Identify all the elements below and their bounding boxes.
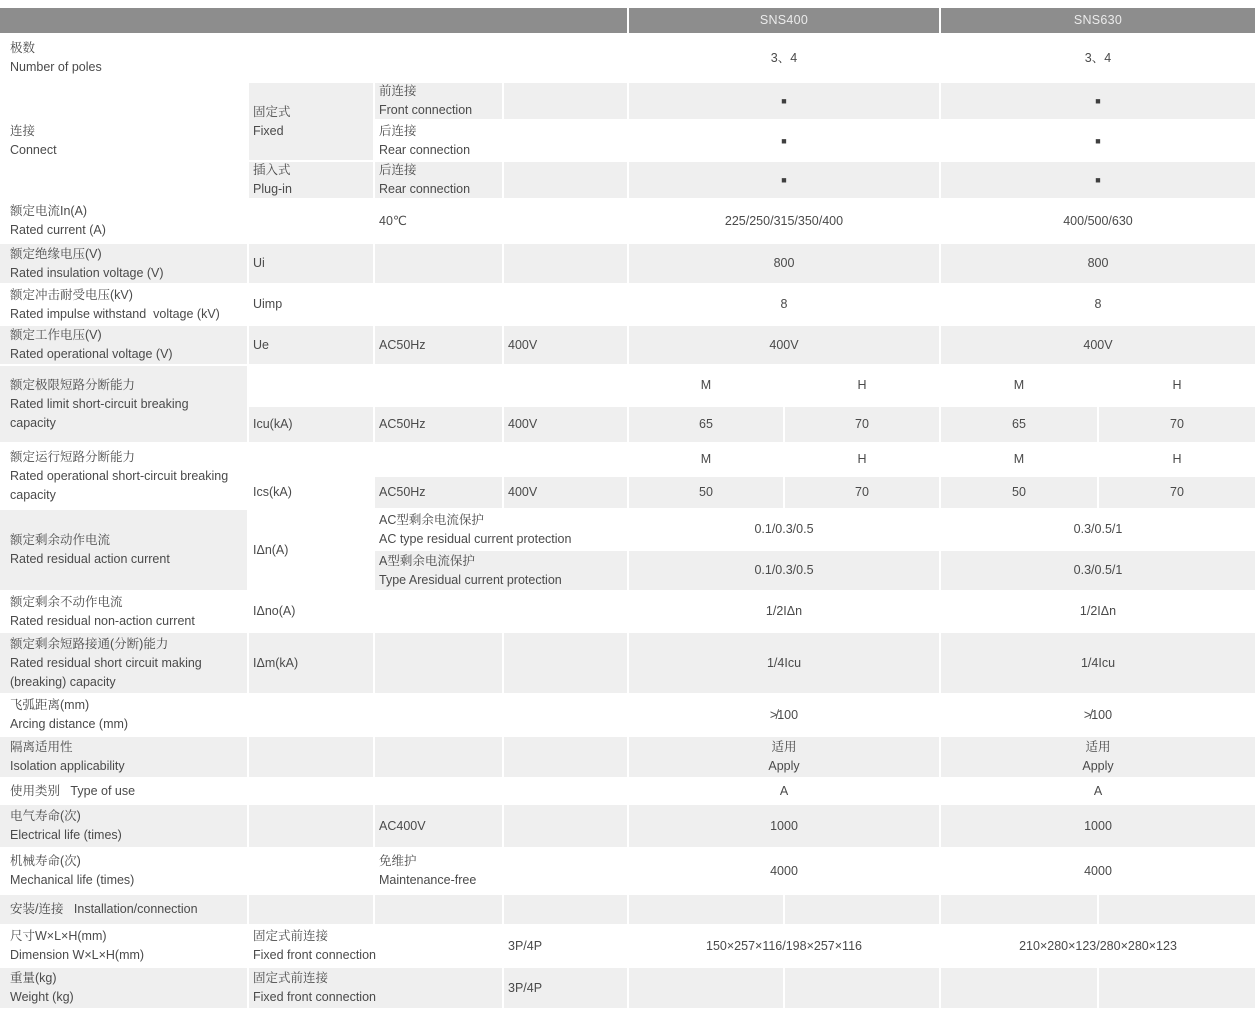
operational-voltage-symbol-line-1: Ue [253,337,269,352]
connect-plugin-rear-label-line-1: 后连接 [379,163,417,177]
dimension-connection [249,926,502,966]
isolation-sns400-line-1: 适用 [771,740,797,754]
residual-action-label [0,510,247,590]
filled-square-icon: ■ [1095,96,1101,106]
limit-breaking-label [0,366,247,442]
rated-current-label-line-1: 额定电流In(A) [10,204,88,218]
isolation-label [0,737,247,777]
insulation-voltage-symbol-line-1: Ui [253,256,265,270]
dimension-sns630 [941,926,1255,966]
impulse-voltage-sns400-line-1: 8 [780,297,788,311]
rated-current-sns400-line-1: 225/250/315/350/400 [724,213,844,228]
oper-breaking-m-sns400 [629,444,783,475]
header-col-sns400 [629,8,939,33]
spec-sheet [0,8,1255,1008]
residual-making-label-line-3: (breaking) capacity [10,674,116,689]
connect-fixed-label-line-2: Fixed [253,123,284,138]
connect-plugin-label-line-1: 插入式 [253,163,291,177]
residual-a-sns630 [941,551,1255,590]
limit-breaking-h-sns630 [1099,366,1255,405]
type-of-use-label-line-1: 使用类别 Type of use [10,783,136,798]
oper-breaking-freq [375,477,502,508]
impulse-voltage-label-line-2: Rated impulse withstand voltage (kV) [10,306,220,321]
electrical-life-label-line-2: Electrical life (times) [10,828,122,842]
rated-current-label [0,200,247,242]
mechanical-life-cond [375,849,502,893]
insulation-voltage-fill-2 [504,244,627,283]
oper-breaking-symbol-line-1: Ics(kA) [253,485,292,499]
insulation-voltage-label [0,244,247,283]
isolation-fill-3 [504,737,627,777]
connect-front-sns400 [629,83,939,119]
residual-making-label-line-1: 额定剩余短路接通(分断)能力 [10,636,169,651]
oper-breaking-m-val-630-line-1: 50 [1012,485,1026,499]
electrical-life-sns630 [941,805,1255,847]
weight-fill-1 [629,968,783,1008]
connect-label-line-2: Connect [10,142,57,157]
residual-ac-type-label-line-1: AC型剩余电流保护 [379,512,484,527]
operational-voltage-freq [375,326,502,364]
impulse-voltage-sns400 [629,285,939,324]
weight-connection [249,968,502,1008]
installation-fill-4 [629,895,783,924]
dimension-sns400-line-1: 150×257×116/198×257×116 [706,938,862,953]
connect-front-label-line-2: Front connection [379,103,473,117]
residual-nonaction-label [0,592,247,631]
connect-label-line-1: 连接 [10,123,36,138]
arcing-distance-sns400-line-1: ≯100 [769,707,799,722]
type-of-use-sns400 [629,779,939,803]
rated-current-sns630-line-1: 400/500/630 [1063,213,1133,228]
type-of-use-sns630 [941,779,1255,803]
operational-voltage-label-line-1: 额定工作电压(V) [10,328,102,342]
oper-breaking-m-sns400-line-1: M [700,452,712,466]
isolation-sns630-line-2: Apply [1082,759,1114,773]
type-of-use-sns400-line-1: A [779,783,789,798]
limit-breaking-m-val-630 [941,407,1097,442]
limit-breaking-symbol [249,407,373,442]
limit-breaking-cond [504,407,627,442]
poles-value-sns400-line-1: 3、4 [770,50,798,65]
connect-fixed-label [249,83,373,160]
residual-a-sns400-line-1: 0.1/0.3/0.5 [754,563,814,577]
weight-label [0,968,247,1008]
limit-breaking-m-sns400-line-1: M [700,378,712,392]
installation-fill-6 [941,895,1097,924]
electrical-life-label-line-1: 电气寿命(次) [10,809,81,823]
connect-plugin-fill [504,162,627,198]
residual-making-fill-2 [504,633,627,693]
oper-breaking-h-sns400 [785,444,939,475]
oper-breaking-h-sns630-line-1: H [1172,452,1182,466]
impulse-voltage-label-line-1: 额定冲击耐受电压(kV) [10,287,133,302]
limit-breaking-m-sns630 [941,366,1097,405]
oper-breaking-h-val-400-line-1: 70 [855,485,869,499]
arcing-distance-label [0,695,247,735]
connect-front-sns630 [941,83,1255,119]
oper-breaking-cond-line-1: 400V [508,485,538,499]
residual-ac-sns630-line-1: 0.3/0.5/1 [1073,522,1123,536]
connect-fixed-label-line-1: 固定式 [253,104,291,119]
residual-a-sns630-line-1: 0.3/0.5/1 [1073,563,1123,577]
residual-making-sns630 [941,633,1255,693]
weight-poles [504,968,627,1008]
oper-breaking-symbol [249,477,373,508]
residual-action-label-line-2: Rated residual action current [10,552,170,566]
impulse-voltage-symbol-line-1: Uimp [253,297,283,311]
oper-breaking-m-sns630-line-1: M [1013,452,1025,466]
residual-ac-sns630 [941,510,1255,549]
limit-breaking-h-val-400 [785,407,939,442]
limit-breaking-h-val-630-line-1: 70 [1170,417,1184,431]
dimension-connection-line-2: Fixed front connection [253,948,376,962]
electrical-life-label [0,805,247,847]
rated-current-condition [375,200,502,242]
filled-square-icon: ■ [781,175,787,185]
connect-label [0,83,247,198]
limit-breaking-freq-line-1: AC50Hz [379,417,426,431]
electrical-life-cond [375,805,502,847]
connect-front-label-line-1: 前连接 [379,84,417,98]
operational-voltage-cond-line-1: 400V [508,337,538,352]
installation-label [0,895,247,924]
connect-rear-label [375,121,502,160]
operational-voltage-sns630-line-1: 400V [1083,337,1113,352]
rated-current-label-line-2: Rated current (A) [10,223,106,237]
operational-voltage-sns630 [941,326,1255,364]
mechanical-life-sns630-line-1: 4000 [1084,863,1112,878]
filled-square-icon: ■ [781,96,787,106]
insulation-voltage-label-line-1: 额定绝缘电压(V) [10,246,102,261]
residual-ac-type-label-line-2: AC type residual current protection [379,531,572,546]
impulse-voltage-symbol [249,285,373,324]
weight-label-line-1: 重量(kg) [10,971,57,985]
dimension-sns400 [629,926,939,966]
insulation-voltage-sns400-line-1: 800 [773,256,795,270]
oper-breaking-freq-line-1: AC50Hz [379,485,426,499]
connect-plugin-rear-label-line-2: Rear connection [379,182,471,196]
limit-breaking-m-val-400-line-1: 65 [699,417,713,431]
limit-breaking-m-sns630-line-1: M [1013,378,1025,392]
residual-making-fill-1 [375,633,502,693]
residual-a-type-label-line-2: Type Aresidual current protection [379,572,562,587]
filled-square-icon: ■ [1095,135,1101,146]
poles-label [0,35,247,81]
installation-label-line-1: 安装/连接 Installation/connection [10,902,198,916]
limit-breaking-label-line-3: capacity [10,415,56,430]
connect-plugin-sns630 [941,162,1255,198]
isolation-sns400-line-2: Apply [768,759,800,773]
limit-breaking-m-val-630-line-1: 65 [1012,417,1026,431]
poles-value-sns630-line-1: 3、4 [1084,50,1112,65]
limit-breaking-m-sns400 [629,366,783,405]
impulse-voltage-sns630 [941,285,1255,324]
connect-plugin-label-line-2: Plug-in [253,182,292,196]
residual-making-symbol-line-1: IΔm(kA) [253,655,299,670]
isolation-label-line-2: Isolation applicability [10,759,125,773]
limit-breaking-h-sns400-line-1: H [857,378,867,392]
residual-ac-sns400-line-1: 0.1/0.3/0.5 [754,522,814,536]
oper-breaking-m-val-630 [941,477,1097,508]
connect-plugin-rear-label [375,162,502,198]
oper-breaking-label-line-1: 额定运行短路分断能力 [10,449,136,464]
arcing-distance-sns400 [629,695,939,735]
isolation-sns630-line-1: 适用 [1085,740,1111,754]
arcing-distance-sns630 [941,695,1255,735]
limit-breaking-m-val-400 [629,407,783,442]
type-of-use-label [0,779,373,803]
insulation-voltage-sns630-line-1: 800 [1087,256,1109,270]
electrical-life-sns630-line-1: 1000 [1084,818,1112,833]
poles-label-line-2: Number of poles [10,60,102,74]
filled-square-icon: ■ [1095,175,1101,185]
limit-breaking-h-sns400 [785,366,939,405]
connect-rear-label-line-1: 后连接 [379,123,417,138]
residual-making-sns400-line-1: 1/4Icu [766,655,802,670]
insulation-voltage-fill-1 [375,244,502,283]
limit-breaking-h-sns630-line-1: H [1172,378,1182,392]
electrical-life-fill-2 [504,805,627,847]
insulation-voltage-sns630 [941,244,1255,283]
connect-rear-sns630 [941,121,1255,160]
residual-a-type-label-line-1: A型剩余电流保护 [379,553,475,568]
mechanical-life-cond-line-1: 免维护 [379,854,417,868]
poles-value-sns400 [629,35,939,81]
impulse-voltage-sns630-line-1: 8 [1094,297,1102,311]
mechanical-life-label [0,849,247,893]
arcing-distance-label-line-1: 飞弧距离(mm) [10,698,90,712]
installation-fill-3 [504,895,627,924]
operational-voltage-symbol [249,326,373,364]
residual-action-label-line-1: 额定剩余动作电流 [10,533,111,547]
weight-poles-line-1: 3P/4P [508,980,543,995]
connect-rear-sns400 [629,121,939,160]
oper-breaking-label-line-2: Rated operational short-circuit breaking [10,468,229,483]
weight-label-line-2: Weight (kg) [10,990,74,1004]
spec-table [0,8,1255,1008]
residual-nonaction-sns630-line-1: 1/2IΔn [1079,604,1117,618]
insulation-voltage-sns400 [629,244,939,283]
residual-making-label-line-2: Rated residual short circuit making [10,655,202,670]
operational-voltage-sns400-line-1: 400V [769,337,799,352]
oper-breaking-h-val-630 [1099,477,1255,508]
oper-breaking-h-val-400 [785,477,939,508]
isolation-label-line-1: 隔离适用性 [10,740,73,754]
residual-a-sns400 [629,551,939,590]
installation-fill-7 [1099,895,1255,924]
mechanical-life-cond-line-2: Maintenance-free [379,873,477,887]
header-col-sns630-line-1: SNS630 [1073,13,1123,27]
limit-breaking-label-line-2: Rated limit short-circuit breaking [10,396,189,411]
oper-breaking-m-sns630 [941,444,1097,475]
operational-voltage-label [0,326,247,364]
insulation-voltage-label-line-2: Rated insulation voltage (V) [10,265,164,280]
residual-action-symbol [249,510,373,590]
isolation-fill-1 [249,737,373,777]
mechanical-life-sns400-line-1: 4000 [770,863,798,878]
oper-breaking-cond [504,477,627,508]
dimension-sns630-line-1: 210×280×123/280×280×123 [1019,938,1177,953]
type-of-use-sns630-line-1: A [1093,783,1103,798]
connect-front-label [375,83,502,119]
dimension-label [0,926,247,966]
residual-nonaction-label-line-2: Rated residual non-action current [10,613,195,628]
rated-current-condition-line-1: 40℃ [379,213,407,228]
residual-ac-sns400 [629,510,939,549]
oper-breaking-m-val-400-line-1: 50 [699,485,713,499]
limit-breaking-cond-line-1: 400V [508,417,538,431]
operational-voltage-cond [504,326,627,364]
residual-nonaction-symbol [249,592,373,631]
dimension-poles-line-1: 3P/4P [508,938,543,953]
mechanical-life-label-line-2: Mechanical life (times) [10,873,135,887]
operational-voltage-label-line-2: Rated operational voltage (V) [10,347,173,361]
mechanical-life-sns630 [941,849,1255,893]
connect-front-fill [504,83,627,119]
electrical-life-cond-line-1: AC400V [379,818,426,833]
connect-plugin-sns400 [629,162,939,198]
oper-breaking-label-line-3: capacity [10,487,56,502]
dimension-connection-line-1: 固定式前连接 [253,929,329,943]
residual-making-sns630-line-1: 1/4Icu [1080,655,1116,670]
operational-voltage-freq-line-1: AC50Hz [379,337,426,352]
limit-breaking-freq [375,407,502,442]
installation-fill-1 [249,895,373,924]
residual-making-label [0,633,247,693]
mechanical-life-sns400 [629,849,939,893]
insulation-voltage-symbol [249,244,373,283]
isolation-sns400 [629,737,939,777]
dimension-label-line-2: Dimension W×L×H(mm) [10,948,145,962]
oper-breaking-h-sns400-line-1: H [857,452,867,466]
weight-connection-line-1: 固定式前连接 [253,971,329,985]
residual-making-sns400 [629,633,939,693]
residual-making-symbol [249,633,373,693]
residual-ac-type-label [375,510,627,549]
header-col-sns400-line-1: SNS400 [759,13,809,27]
connect-plugin-label [249,162,373,198]
poles-label-line-1: 极数 [10,41,36,55]
limit-breaking-symbol-line-1: Icu(kA) [253,417,293,431]
residual-a-type-label [375,551,627,590]
operational-voltage-sns400 [629,326,939,364]
residual-nonaction-symbol-line-1: IΔno(A) [253,604,296,618]
weight-fill-4 [1099,968,1255,1008]
connect-rear-label-line-2: Rear connection [379,142,471,157]
installation-fill-2 [375,895,502,924]
oper-breaking-m-val-400 [629,477,783,508]
dimension-poles [504,926,627,966]
oper-breaking-label [0,444,247,508]
impulse-voltage-label [0,285,247,324]
arcing-distance-sns630-line-1: ≯100 [1083,707,1113,722]
residual-action-symbol-line-1: IΔn(A) [253,542,289,557]
oper-breaking-h-sns630 [1099,444,1255,475]
isolation-sns630 [941,737,1255,777]
residual-nonaction-label-line-1: 额定剩余不动作电流 [10,594,123,609]
oper-breaking-h-val-630-line-1: 70 [1170,485,1184,499]
residual-nonaction-sns630 [941,592,1255,631]
header-col-sns630 [941,8,1255,33]
filled-square-icon: ■ [781,135,787,146]
dimension-label-line-1: 尺寸W×L×H(mm) [10,929,107,943]
weight-fill-3 [941,968,1097,1008]
residual-nonaction-sns400-line-1: 1/2IΔn [765,604,803,618]
electrical-life-fill-1 [249,805,373,847]
installation-fill-5 [785,895,939,924]
weight-fill-2 [785,968,939,1008]
rated-current-sns400 [629,200,939,242]
header-spacer [0,8,627,33]
isolation-fill-2 [375,737,502,777]
limit-breaking-h-val-630 [1099,407,1255,442]
electrical-life-sns400-line-1: 1000 [770,818,798,833]
mechanical-life-label-line-1: 机械寿命(次) [10,854,81,868]
arcing-distance-label-line-2: Arcing distance (mm) [10,717,129,731]
residual-nonaction-sns400 [629,592,939,631]
rated-current-sns630 [941,200,1255,242]
limit-breaking-h-val-400-line-1: 70 [855,417,869,431]
weight-connection-line-2: Fixed front connection [253,990,376,1004]
poles-value-sns630 [941,35,1255,81]
limit-breaking-label-line-1: 额定极限短路分断能力 [10,377,136,392]
electrical-life-sns400 [629,805,939,847]
